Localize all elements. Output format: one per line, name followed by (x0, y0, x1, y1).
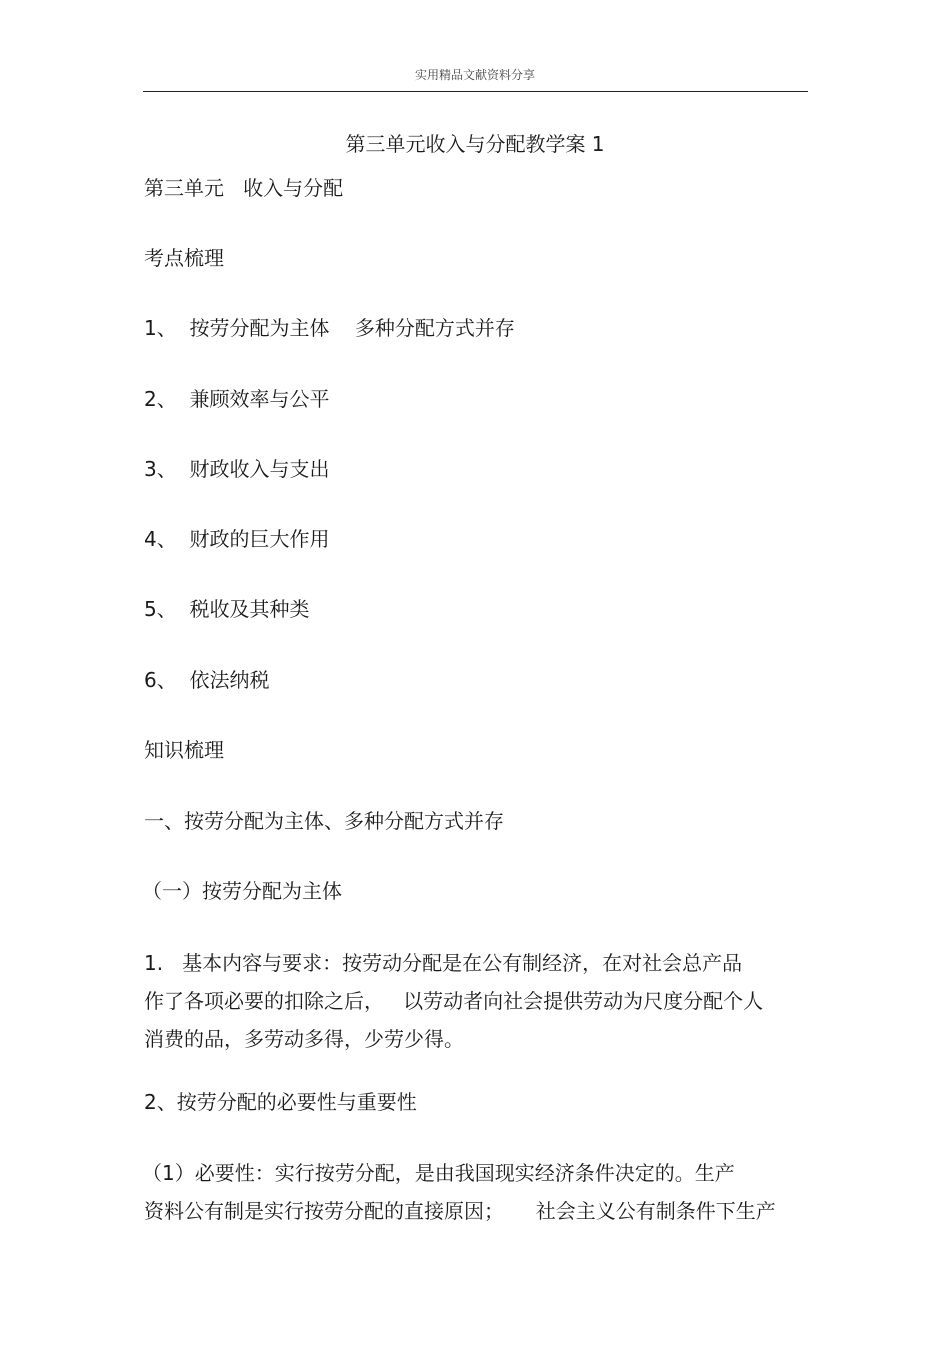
header-text: 实用精品文献资料分享 (414, 68, 535, 82)
exam-points-heading: 考点梳理 (144, 246, 224, 270)
unit-heading: 第三单元 收入与分配 (144, 176, 344, 200)
paragraph-necessity (142, 1154, 802, 1230)
paragraph-line: （1）必要性：实行按劳分配，是由我国现实经济条件决定的。生产 (142, 1161, 735, 1185)
paragraph-line: 作了各项必要的扣除之后， 以劳动者向社会提供劳动为尺度分配个人 (144, 989, 764, 1013)
header-divider (143, 91, 808, 92)
point-heading: 2、按劳分配的必要性与重要性 (144, 1090, 417, 1114)
knowledge-heading: 知识梳理 (144, 738, 224, 762)
exam-point-item: 1、 按劳分配为主体 多种分配方式并存 (144, 316, 515, 340)
exam-point-item: 4、 财政的巨大作用 (144, 527, 330, 551)
exam-point-item: 3、 财政收入与支出 (144, 457, 330, 481)
paragraph-line: 1. 基本内容与要求：按劳动分配是在公有制经济，在对社会总产品 (144, 951, 743, 975)
exam-point-item: 5、 税收及其种类 (144, 597, 310, 621)
paragraph-basic-content (144, 944, 804, 1058)
subsection-heading: （一）按劳分配为主体 (142, 879, 342, 903)
document-title: 第三单元收入与分配教学案 1 (345, 132, 605, 156)
section-heading: 一、按劳分配为主体、多种分配方式并存 (144, 809, 504, 833)
exam-point-item: 2、 兼顾效率与公平 (144, 387, 330, 411)
exam-point-item: 6、 依法纳税 (144, 668, 270, 692)
paragraph-line: 资料公有制是实行按劳分配的直接原因； 社会主义公有制条件下生产 (144, 1199, 776, 1223)
paragraph-line: 消费的品，多劳动多得，少劳少得。 (144, 1027, 464, 1051)
